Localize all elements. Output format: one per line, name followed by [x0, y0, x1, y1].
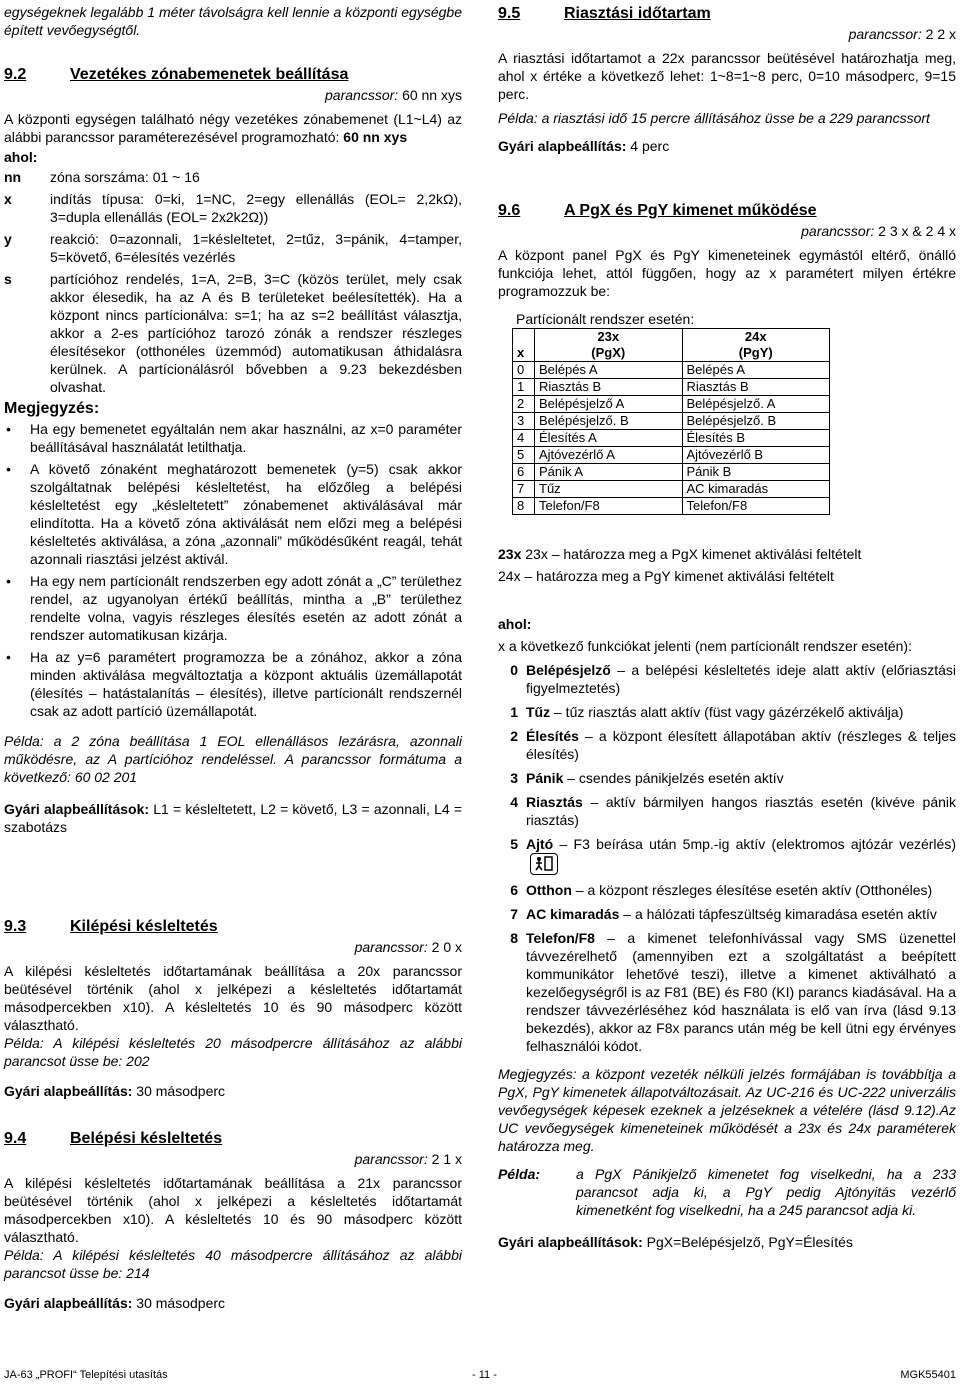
bullet-text: A követő zónaként meghatározott bemenetek (y=5) csak akkor szolgáltatnak belépési késleltetést, ha előzőleg a belépési késleltetést egy „késleltetett” zónabemenet aktiválásával már elindította. Ha a követő zóna aktiválását nem előzi meg a belépési késleltetés aktiválása, a zóna „azonnali” működésűként reagál, tehát azonnali riasztási jelzést aktivál.: [30, 461, 462, 567]
definition-row: [4, 168, 462, 186]
table-row: [513, 447, 830, 464]
factory-label: Gyári alapbeállítások:: [498, 1234, 643, 1250]
function-item: [498, 769, 956, 787]
page-footer: [4, 1368, 956, 1382]
table-cell: Belépés A: [682, 362, 830, 379]
factory-defaults: [498, 1233, 956, 1251]
section-heading: [4, 1128, 462, 1150]
table-row: [513, 379, 830, 396]
function-title: Belépésjelző: [526, 662, 611, 678]
function-title: Riasztás: [526, 794, 583, 810]
bullet-item: [4, 572, 462, 644]
function-text: – a központ részleges élesítése esetén aktív (Otthonéles): [571, 882, 933, 898]
function-desc: [520, 835, 956, 875]
bullet-icon: •: [6, 461, 11, 477]
factory-defaults: [4, 1082, 462, 1100]
factory-defaults: [4, 800, 462, 836]
footer-doc-title: JA-63 „PROFI“ Telepítési utasítás: [4, 1369, 168, 1381]
function-number: 6: [510, 882, 518, 898]
function-desc: [520, 727, 956, 763]
table-cell: Telefon/F8: [682, 498, 830, 515]
header-23x-line1: 23x: [597, 329, 620, 344]
function-text: – F3 beírása után 5mp.-ig aktív (elektromos ajtózár vezérlés): [553, 836, 956, 852]
table-row: [513, 464, 830, 481]
function-desc: [520, 905, 956, 923]
table-cell: Belépésjelző A: [535, 396, 683, 413]
table-row: [513, 481, 830, 498]
definition-list: [4, 168, 462, 396]
table-cell: 7: [513, 481, 535, 498]
table-cell: 3: [513, 413, 535, 430]
bullet-text: Ha egy bemenetet egyáltalán nem akar használni, az x=0 paraméter beállításával használatát letilthatja.: [30, 421, 462, 455]
command-line: [4, 938, 462, 956]
factory-label: Gyári alapbeállítás:: [4, 1295, 133, 1311]
definition-row: [4, 190, 462, 226]
table-row: [513, 430, 830, 447]
section-title: Riasztási időtartam: [564, 5, 711, 22]
function-text: – tűz riasztás alatt aktív (füst vagy gázérzékelő aktiválja): [550, 704, 904, 720]
function-title: Élesítés: [526, 728, 579, 744]
function-number: 7: [510, 906, 518, 922]
paragraph: A kilépési késleltetés időtartamának beállítása a 21x parancssor beütésével történik (ahol x jelképezi a késleltetés időtartamát másodpercekben x10). A késleltetés 10 és 90 másodperc között választható.: [4, 1175, 462, 1245]
section-heading: [4, 916, 462, 938]
footer-page-number: - 11 -: [472, 1369, 497, 1381]
table-cell: 8: [513, 498, 535, 515]
example-block: [498, 1165, 956, 1219]
function-title: Tűz: [526, 704, 551, 720]
function-desc: [520, 769, 956, 787]
definition-key: y: [4, 231, 12, 247]
function-text: – csendes pánikjelzés esetén aktív: [563, 770, 784, 786]
paragraph: [4, 110, 462, 146]
function-text: – aktív bármilyen hangos riasztás esetén (kivéve pánik riasztás): [526, 794, 956, 828]
command-value: 2 1 x: [431, 1151, 462, 1167]
command-bold: 60 nn xys: [343, 129, 408, 145]
bullet-icon: •: [6, 421, 11, 437]
section-number: 9.6: [498, 202, 521, 219]
example-text: Példa: a 2 zóna beállítása 1 EOL ellenállásos lezárásra, azonnali működésre, az A partícióhoz rendeléssel. A parancssor formátuma a következő: 60 02 201: [4, 733, 462, 785]
table-cell: 0: [513, 362, 535, 379]
note-23x: 23x 23x – határozza meg a PgX kimenet aktiválási feltételt: [498, 546, 862, 562]
factory-defaults: [498, 137, 956, 155]
factory-label: Gyári alapbeállítások:: [4, 801, 150, 817]
output-table: [512, 328, 830, 515]
ahol-label: ahol:: [498, 616, 532, 632]
table-cell: 1: [513, 379, 535, 396]
command-line: [498, 222, 956, 240]
function-title: Ajtó: [526, 836, 554, 852]
function-number: 3: [510, 770, 518, 786]
definition-key: x: [4, 191, 12, 207]
header-x: x: [513, 329, 535, 362]
bullet-item: [4, 648, 462, 720]
section-title: A PgX és PgY kimenet működése: [564, 202, 817, 219]
section-number: 9.5: [498, 5, 521, 22]
factory-label: Gyári alapbeállítás:: [498, 138, 627, 154]
factory-value: L1 = késleltetett, L2 = követő, L3 = azonnali, L4 = szabotázs: [4, 801, 463, 835]
header-23x-line2: (PgX): [591, 345, 626, 360]
function-title: Otthon: [526, 882, 572, 898]
function-number: 5: [510, 836, 518, 852]
function-desc: [520, 929, 956, 1055]
factory-value: 30 másodperc: [136, 1083, 226, 1099]
table-row: [513, 396, 830, 413]
section-number: 9.3: [4, 918, 27, 935]
section-heading: [498, 200, 956, 222]
table-cell: Belépés A: [535, 362, 683, 379]
factory-value: 30 másodperc: [136, 1295, 226, 1311]
section-heading: [4, 64, 462, 86]
command-line: [498, 25, 956, 43]
command-label: parancssor:: [325, 87, 399, 103]
table-cell: Élesítés B: [682, 430, 830, 447]
bullet-text: Ha az y=6 paramétert programozza be a zónához, akkor a zóna minden aktiválása megváltoztatja a központ aktuális üzemállapotát (élesítés – hatástalanítás – élesítés), illetve partícionált rendszernél csak az adott partíció üzemállapotát.: [30, 649, 462, 719]
factory-defaults: [4, 1294, 462, 1312]
function-desc: [520, 793, 956, 829]
paragraph: A kilépési késleltetés időtartamának beállítása a 20x parancssor beütésével történik (ahol x jelképezi a késleltetés időtartamát másodpercekben x10). A késleltetés 10 és 90 másodperc között választható.: [4, 963, 462, 1033]
function-item: [498, 793, 956, 829]
table-row: [513, 413, 830, 430]
definition-text: zóna sorszáma: 01 ~ 16: [50, 169, 200, 185]
function-item: [498, 929, 956, 1055]
function-number: 8: [510, 930, 518, 946]
function-number: 1: [510, 704, 518, 720]
paragraph-text: A központi egységen található négy vezetékes zónabemenet (L1~L4) az alábbi parancssor paraméterezésével programozható:: [4, 111, 462, 145]
table-body: [513, 362, 830, 515]
function-text: – a központ élesített állapotában aktív (részleges & teljes élesítés): [526, 728, 956, 762]
function-title: AC kimaradás: [526, 906, 620, 922]
function-title: Pánik: [526, 770, 564, 786]
function-number: 0: [510, 662, 518, 678]
note-heading: Megjegyzés:: [4, 400, 100, 417]
function-item: [498, 835, 956, 875]
table-cell: 6: [513, 464, 535, 481]
section-9-6: [498, 200, 956, 1251]
x-intro: x a következő funkciókat jelenti (nem partícionált rendszer esetén):: [498, 638, 912, 654]
section-title: Kilépési késleltetés: [70, 918, 218, 935]
table-cell: Pánik A: [535, 464, 683, 481]
example-text: a PgX Pánikjelző kimenetet fog viselkedni, ha a 233 parancsot adja ki, a PgY pedig Ajtónyitás vezérlő kimenetként fog viselkedni, ha a 245 parancsot adja ki.: [576, 1166, 956, 1218]
function-list: [498, 661, 956, 1055]
factory-value: 4 perc: [630, 138, 670, 154]
table-cell: Riasztás B: [535, 379, 683, 396]
function-text: – a belépési késleltetés ideje alatt aktív (előriasztási figyelmeztetés): [526, 662, 956, 696]
section-title: Belépési késleltetés: [70, 1130, 223, 1147]
command-label: parancssor:: [354, 1151, 428, 1167]
header-24x-line1: 24x: [744, 329, 767, 344]
table-cell: Pánik B: [682, 464, 830, 481]
header-23x: [535, 329, 683, 362]
function-title: Telefon/F8: [526, 930, 595, 946]
table-caption: Partícionált rendszer esetén:: [516, 311, 695, 327]
note-24x-text: 24x – határozza meg a PgY kimenet aktiválási feltételt: [498, 568, 834, 584]
definition-key: s: [4, 271, 12, 287]
table-cell: Belépésjelző. B: [535, 413, 683, 430]
bullet-item: [4, 460, 462, 568]
table-cell: Belépésjelző. B: [682, 413, 830, 430]
table-cell: Ajtóvezérlő B: [682, 447, 830, 464]
table-cell: 4: [513, 430, 535, 447]
example-text: Példa: a riasztási idő 15 percre állításához üsse be a 229 parancssort: [498, 110, 930, 126]
bullet-icon: •: [6, 573, 11, 589]
table-cell: 5: [513, 447, 535, 464]
section-9-3: [4, 916, 462, 1100]
command-value: 2 3 x & 2 4 x: [878, 223, 956, 239]
table-cell: Riasztás B: [682, 379, 830, 396]
function-item: [498, 727, 956, 763]
table-cell: Élesítés A: [535, 430, 683, 447]
table-cell: Telefon/F8: [535, 498, 683, 515]
section-number: 9.2: [4, 66, 27, 83]
function-item: [498, 881, 956, 899]
bullet-item: [4, 420, 462, 456]
function-number: 4: [510, 794, 518, 810]
table-cell: Tűz: [535, 481, 683, 498]
header-24x: [682, 329, 830, 362]
function-item: [498, 661, 956, 697]
function-desc: [520, 661, 956, 697]
table-cell: Ajtóvezérlő A: [535, 447, 683, 464]
footer-code: MGK55401: [900, 1369, 956, 1381]
definition-key: nn: [4, 169, 22, 185]
section-title: Vezetékes zónabemenetek beállítása: [70, 66, 349, 83]
table-cell: Belépésjelző. A: [682, 396, 830, 413]
command-line: [4, 1150, 462, 1168]
function-text: – a hálózati tápfeszültség kimaradása esetén aktív: [619, 906, 937, 922]
table-row: [513, 498, 830, 515]
definition-row: [4, 230, 462, 266]
section-9-5: [498, 3, 956, 155]
bullet-list: [4, 420, 462, 720]
example-text: Példa: A kilépési késleltetés 40 másodpercre állításához az alábbi parancsot üsse be: 214: [4, 1247, 462, 1281]
command-line: [4, 86, 462, 104]
door-control-icon: [530, 853, 558, 875]
function-number: 2: [510, 728, 518, 744]
function-desc: [520, 703, 956, 721]
section-heading: [498, 3, 956, 25]
bullet-text: Ha egy nem partícionált rendszerben egy adott zónát a „C” területhez rendel, az ugyanolyan értékű beállítás, mintha a „B” területhez rendelte volna, vagyis részleges élesítés esetén az adott zónát a rendszer automatikusan kizárja.: [30, 573, 462, 643]
command-value: 2 0 x: [431, 939, 462, 955]
note-23x-text: 23x – határozza meg a PgX kimenet aktiválási feltételt: [525, 546, 862, 562]
command-value: 60 nn xys: [402, 87, 462, 103]
section-9-2: [4, 64, 462, 836]
command-label: parancssor:: [801, 223, 875, 239]
header-24x-line2: (PgY): [738, 345, 773, 360]
function-desc: [520, 881, 956, 899]
function-item: [498, 703, 956, 721]
note-text: Megjegyzés: a központ vezeték nélküli jelzés formájában is továbbítja a PgX, PgY kimenetek állapotváltozásait. Az UC-216 és UC-222 univerzális vevőegységek képesek ezeknek a jelzéseknek a vételére (lásd 9.12).Az UC vevőegységek kimeneteinek működését a 23x és 24x paraméterek határozza meg.: [498, 1066, 956, 1154]
factory-label: Gyári alapbeállítás:: [4, 1083, 133, 1099]
intro-text: egységeknek legalább 1 méter távolságra kell lennie a központi egységbe épített vevőegységtől.: [4, 4, 462, 38]
table-cell: 2: [513, 396, 535, 413]
function-item: [498, 905, 956, 923]
definition-row: [4, 270, 462, 396]
factory-value: PgX=Belépésjelző, PgY=Élesítés: [646, 1234, 853, 1250]
paragraph: A riasztási időtartamot a 22x parancssor beütésével határozhatja meg, ahol x értéke a következő lehet: 1~8=1~8 perc, 0=10 másodperc, 9=15 perc.: [498, 50, 956, 102]
section-9-4: [4, 1128, 462, 1312]
paragraph: A központ panel PgX és PgY kimeneteinek egymástól eltérő, önálló funkciója lehet, attól függően, hogy az x paramétert milyen értékre programozzuk be:: [498, 247, 956, 299]
command-label: parancssor:: [848, 26, 922, 42]
section-number: 9.4: [4, 1130, 27, 1147]
ahol-label: ahol:: [4, 149, 38, 165]
command-value: 2 2 x: [925, 26, 956, 42]
definition-text: partícióhoz rendelés, 1=A, 2=B, 3=C (közös terület, mely csak akkor élesedik, ha az A és B területeket beélesítették). Ha a központ nincs partícionálva: s=1; ha az s=2 beállítást választja, akkor a 2-es partícióhoz tarozó zónák a rendszer részleges élesítésekor (otthonéles üzemmód) automatikusan áthidalásra kerülnek. A partícionálásról bővebben a 9.23 bekezdésben olvashat.: [50, 271, 462, 395]
table-header-row: [513, 329, 830, 362]
definition-text: indítás típusa: 0=ki, 1=NC, 2=egy ellenállás (EOL= 2,2kΩ), 3=dupla ellenállás (EOL= 2x2k2Ω)): [50, 191, 462, 225]
function-text: – a kimenet telefonhívással vagy SMS üzenettel távvezérelhető (amennyiben ezt a szolgáltatást a beépített kommunikátor lehetővé teszi), illetve a kimenet aktiválható a kezelőegységről is az F81 (BE) és F80 (KI) parancs kiadásával. Ha a rendszer távvezérléséhez kód használata is elő van írva (lásd 9.13 bekezdés), akkor az F8x parancs után még be kell ütni egy érvényes felhasználói kódot.: [526, 930, 956, 1054]
note-24x: [498, 567, 956, 585]
table-cell: AC kimaradás: [682, 481, 830, 498]
definition-text: reakció: 0=azonnali, 1=késleltetet, 2=tűz, 3=pánik, 4=tamper, 5=követő, 6=élesítés vezérlés: [50, 231, 462, 265]
bullet-icon: •: [6, 649, 11, 665]
example-text: Példa: A kilépési késleltetés 20 másodpercre állításához az alábbi parancsot üsse be: 202: [4, 1035, 462, 1069]
command-label: parancssor:: [354, 939, 428, 955]
table-row: [513, 362, 830, 379]
example-label: Példa:: [498, 1166, 541, 1182]
